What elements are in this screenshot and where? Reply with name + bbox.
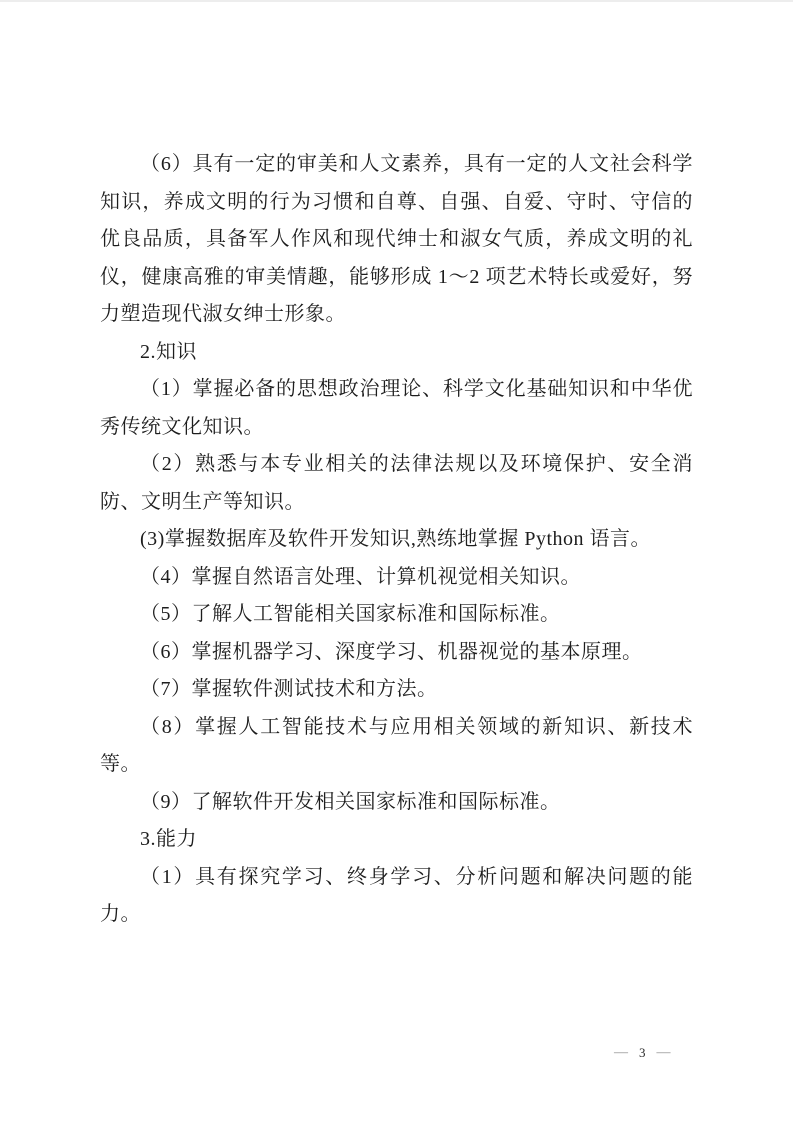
para-knowledge-3: (3)掌握数据库及软件开发知识,熟练地掌握 Python 语言。	[140, 528, 651, 550]
para-ability-1: （1）具有探究学习、终身学习、分析问题和解决问题的能力。	[100, 865, 693, 925]
footer-left-dash: —	[614, 1045, 628, 1060]
heading-ability: 3.能力	[140, 828, 197, 850]
para-knowledge-4: （4）掌握自然语言处理、计算机视觉相关知识。	[140, 565, 581, 588]
para-knowledge-9: （9）了解软件开发相关国家标准和国际标准。	[140, 790, 561, 813]
para-aesthetic-humanistic-quality: （6）具有一定的审美和人文素养，具有一定的人文社会科学知识，养成文明的行为习惯和自尊、自强、自爱、守时、守信的优良品质，具备军人作风和现代绅士和淑女气质，养成文明的礼仪，健康高雅的审美情趣，能够形成 1～2 项艺术特长或爱好，努力塑造现代淑女绅士形象。	[100, 153, 693, 325]
para-knowledge-8: （8）掌握人工智能技术与应用相关领域的新知识、新技术等。	[100, 715, 693, 775]
page-number: 3	[639, 1045, 646, 1060]
heading-knowledge: 2.知识	[140, 340, 197, 363]
document-body	[0, 2, 793, 934]
para-knowledge-6: （6）掌握机器学习、深度学习、机器视觉的基本原理。	[140, 640, 643, 663]
para-knowledge-5: （5）了解人工智能相关国家标准和国际标准。	[140, 603, 561, 625]
para-knowledge-2: （2）熟悉与本专业相关的法律法规以及环境保护、安全消防、文明生产等知识。	[100, 453, 693, 513]
page-footer	[614, 1044, 671, 1062]
footer-right-dash: —	[656, 1045, 671, 1060]
para-knowledge-7: （7）掌握软件测试技术和方法。	[140, 678, 438, 700]
para-knowledge-1: （1）掌握必备的思想政治理论、科学文化基础知识和中华优秀传统文化知识。	[100, 378, 693, 438]
